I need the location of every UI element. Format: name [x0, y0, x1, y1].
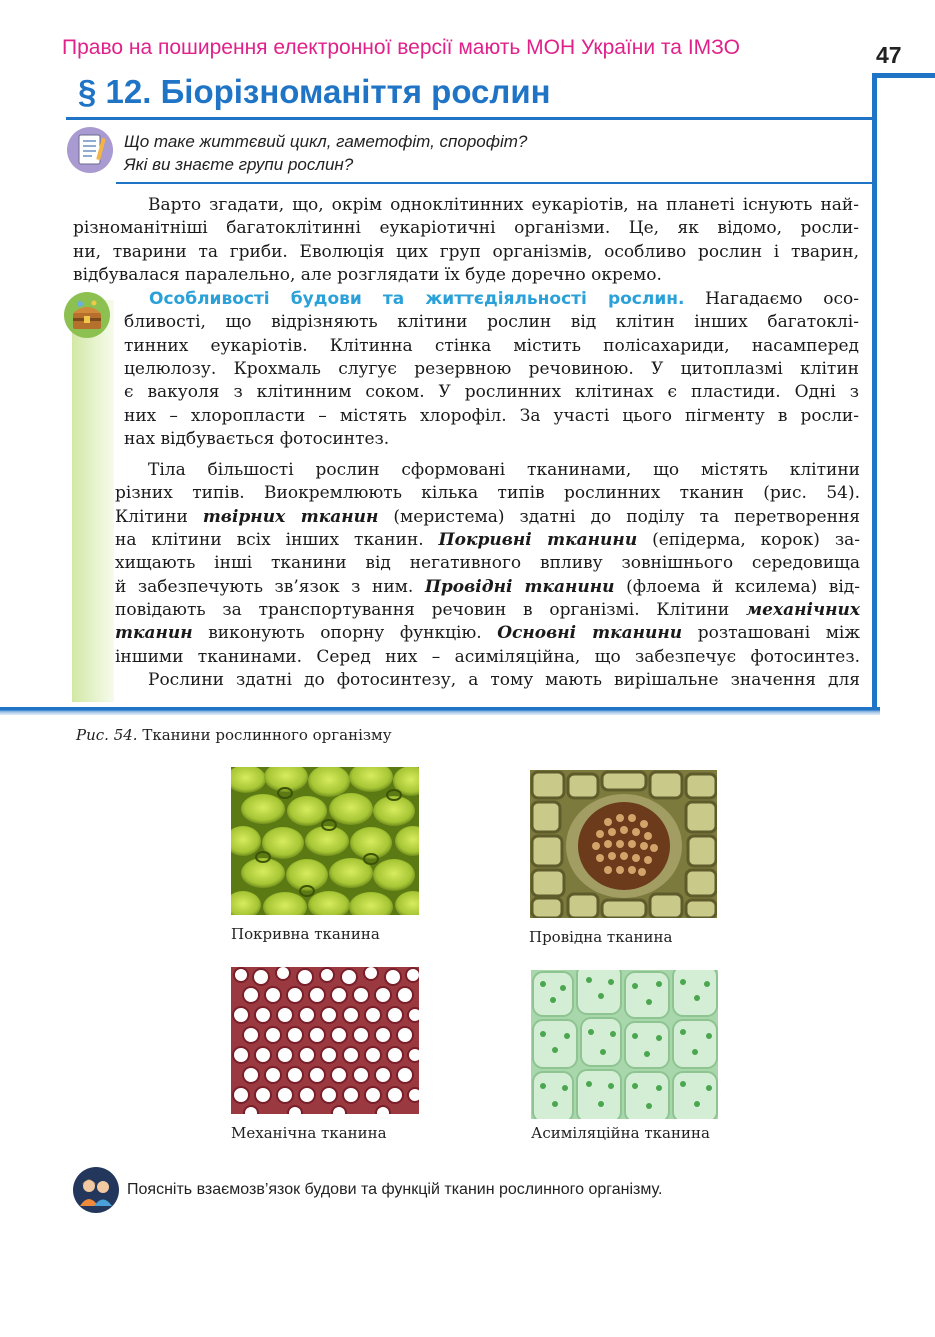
page-title: § 12. Біорізноманіття рослин: [78, 73, 551, 110]
text-line: Тіла більшості рослин сформовані тканинами, що містять клітини: [148, 460, 860, 480]
term-protective: Покривні тканини: [438, 530, 638, 551]
section-bottom-rule: [0, 707, 880, 715]
task-text: Поясніть взаємозв’язок будови та функцій тканин рослинного організму.: [127, 1181, 663, 1198]
text-fragment: Нагадаємо осо-: [705, 289, 860, 309]
label-protective-tissue: Покривна тканина: [231, 925, 380, 943]
term-mechanical: механічних: [745, 600, 860, 621]
photo-conductive-tissue: [530, 770, 717, 918]
photo-protective-tissue: [231, 767, 419, 915]
text-fragment: (флоема й ксилема) від-: [614, 576, 860, 597]
intro-paragraph: [73, 194, 859, 287]
treasure-chest-icon: [63, 291, 111, 339]
structure-paragraph: [124, 288, 859, 451]
text-fragment: виконують опорну функцію.: [192, 623, 498, 644]
text-line: Рослини здатні до фотосинтезу, а тому мають вирішальне значення для: [148, 670, 860, 691]
label-conductive-tissue: Провідна тканина: [529, 928, 673, 946]
text-fragment: (епідерма, корок) за-: [637, 530, 860, 551]
text-fragment: (меристема) здатні до поділу та перетворення: [378, 506, 860, 527]
text-line: відбувалася паралельно, але розглядати їх буде доречно окремо.: [73, 265, 662, 286]
text-line: різноманітніші багатоклітинні еукаріотичні організми. Це, як відомо, росли-: [73, 218, 859, 239]
term-mechanical-cont: тканин: [115, 623, 193, 644]
text-line: [115, 576, 860, 599]
text-line: [115, 529, 860, 552]
page-number: 47: [876, 42, 902, 68]
text-fragment: Клітини: [115, 506, 203, 527]
text-line: [115, 506, 860, 529]
text-line: нах відбувається фотосинтез.: [124, 429, 390, 450]
text-line: Варто згадати, що, окрім одноклітинних еукаріотів, на планеті існують най-: [148, 195, 859, 215]
text-fragment: повідають за транспортування речовин в організмі. Клітини: [115, 600, 746, 621]
frame-line-under-title: [66, 117, 874, 120]
term-ground: Основні тканини: [497, 623, 683, 644]
notebook-icon: [66, 126, 114, 174]
text-line: ни, тварини та гриби. Еволюція цих груп організмів, особливо рослин і тварин,: [73, 241, 859, 262]
tissues-paragraph: [115, 459, 860, 692]
section-heading: Особливості будови та життєдіяльності рослин.: [149, 289, 685, 309]
term-meristem: твірних тканин: [202, 506, 379, 527]
text-line: [115, 599, 860, 622]
text-fragment: на клітини всіх інших тканин.: [115, 530, 439, 551]
lesson-questions: [124, 130, 527, 176]
text-fragment: розташовані між: [682, 623, 860, 644]
figure-caption: [76, 726, 392, 744]
text-line: бливості, що відрізняють клітини рослин від клітин інших багатоклі-: [124, 312, 859, 333]
photo-mechanical-tissue: [231, 967, 419, 1114]
label-assimilation-tissue: Асиміляційна тканина: [531, 1124, 710, 1142]
text-line: хищають інші тканини від негативного впливу зовнішнього середовища: [115, 553, 860, 574]
frame-line-right-vertical: [872, 73, 877, 713]
text-line: різних типів. Виокремлюють кілька типів рослинних тканин (рис. 54).: [115, 483, 860, 504]
question-line: Які ви знаєте групи рослин?: [124, 155, 354, 174]
question-line: Що таке життєвий цикл, гаметофіт, спорофіт?: [124, 132, 528, 151]
text-line: тинних еукаріотів. Клітинна стінка містить полісахариди, насамперед: [124, 335, 859, 356]
text-line: іншими тканинами. Серед них – асиміляційна, що забезпечує фотосинтез.: [115, 646, 860, 667]
frame-line-right-top-horizontal: [872, 73, 935, 78]
side-highlight-bar: [72, 300, 114, 702]
figure-number: Рис. 54.: [76, 726, 138, 744]
text-line: [124, 288, 859, 311]
text-line: целюлозу. Крохмаль слугує резервною речовиною. У цитоплазмі клітин: [124, 359, 859, 380]
text-line: них – хлоропласти – містять хлорофіл. За участі цього пігменту в росли-: [124, 405, 859, 426]
rights-notice: Право на поширення електронної версії мають МОН України та ІМЗО: [62, 36, 740, 59]
text-fragment: й забезпечують зв’язок з ним.: [115, 576, 425, 597]
figure-title: Тканини рослинного організму: [137, 726, 392, 744]
label-mechanical-tissue: Механічна тканина: [231, 1124, 387, 1142]
text-line: є вакуоля з клітинним соком. У рослинних клітинах є пластиди. Одні з: [124, 382, 859, 403]
students-discussion-icon: [72, 1166, 120, 1214]
frame-line-under-questions: [116, 182, 874, 184]
term-conductive: Провідні тканини: [424, 576, 615, 597]
text-line: [115, 622, 860, 645]
photo-assimilation-tissue: [531, 970, 718, 1119]
